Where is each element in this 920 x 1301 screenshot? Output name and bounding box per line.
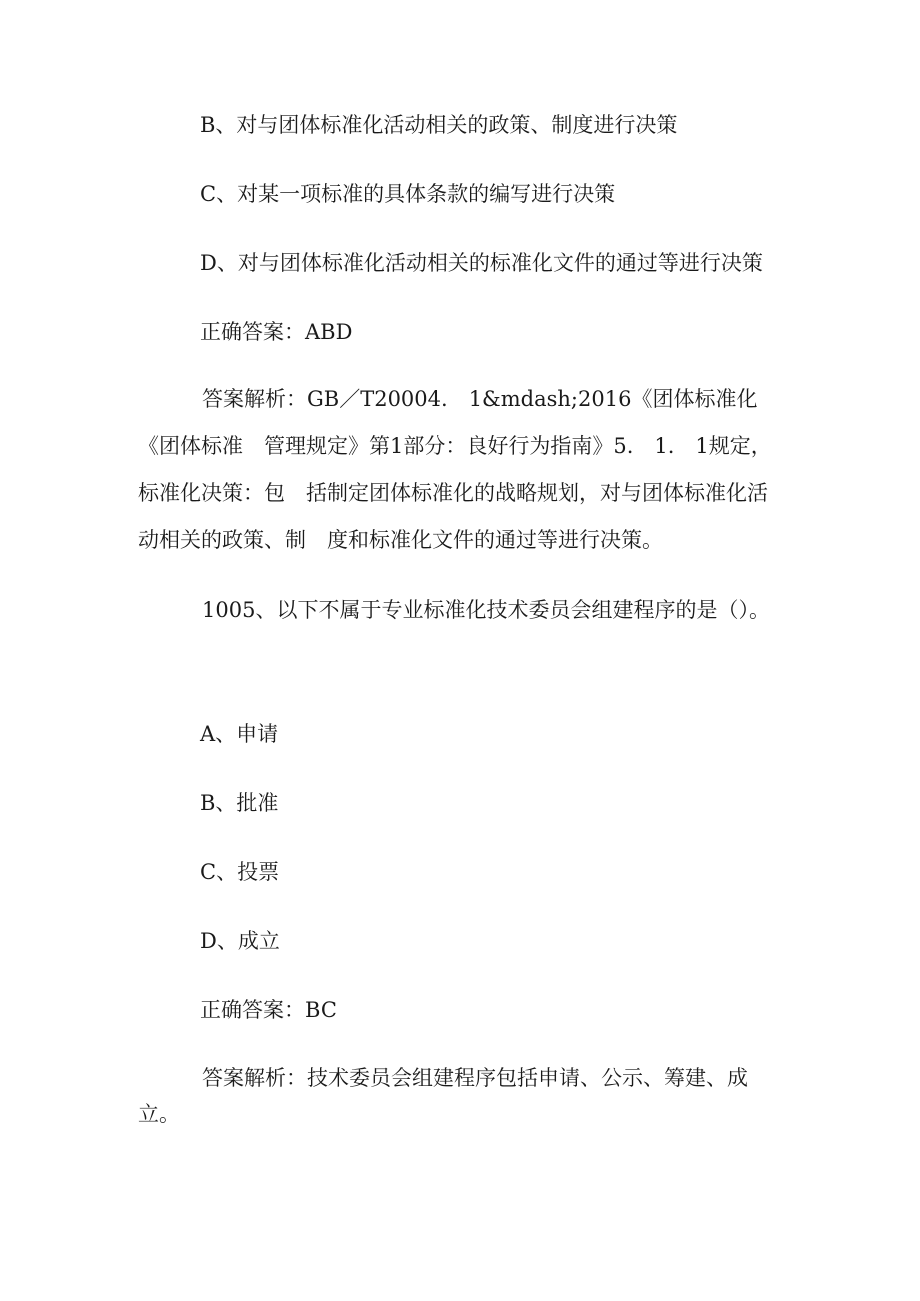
option-a-1005: A、申请 xyxy=(200,722,279,746)
answer-prev: 正确答案：ABD xyxy=(200,320,353,344)
answer-1005: 正确答案：BC xyxy=(200,998,337,1022)
explanation-prev: 答案解析：GB／T20004. 1&mdash;2016《团体标准化《团体标准 管理规定》第1部分：良好行为指南》5. 1. 1规定，标准化决策：包 括制定团体标准化的战略规划，对与团体标准化活动相关的政策、制 度和标准化文件的通过等进行决策。 xyxy=(138,387,772,552)
option-c-1005: C、投票 xyxy=(200,860,280,884)
option-d-1005: D、成立 xyxy=(200,929,280,953)
option-b-prev: B、对与团体标准化活动相关的政策、制度进行决策 xyxy=(200,113,678,137)
explanation-1005: 答案解析：技术委员会组建程序包括申请、公示、筹建、成立。 xyxy=(138,1066,748,1126)
option-d-prev: D、对与团体标准化活动相关的标准化文件的通过等进行决策 xyxy=(200,251,763,275)
option-b-1005: B、批准 xyxy=(200,791,279,815)
option-c-prev: C、对某一项标准的具体条款的编写进行决策 xyxy=(200,182,616,206)
question-1005-stem: 1005、以下不属于专业标准化技术委员会组建程序的是（）。 xyxy=(202,598,770,622)
